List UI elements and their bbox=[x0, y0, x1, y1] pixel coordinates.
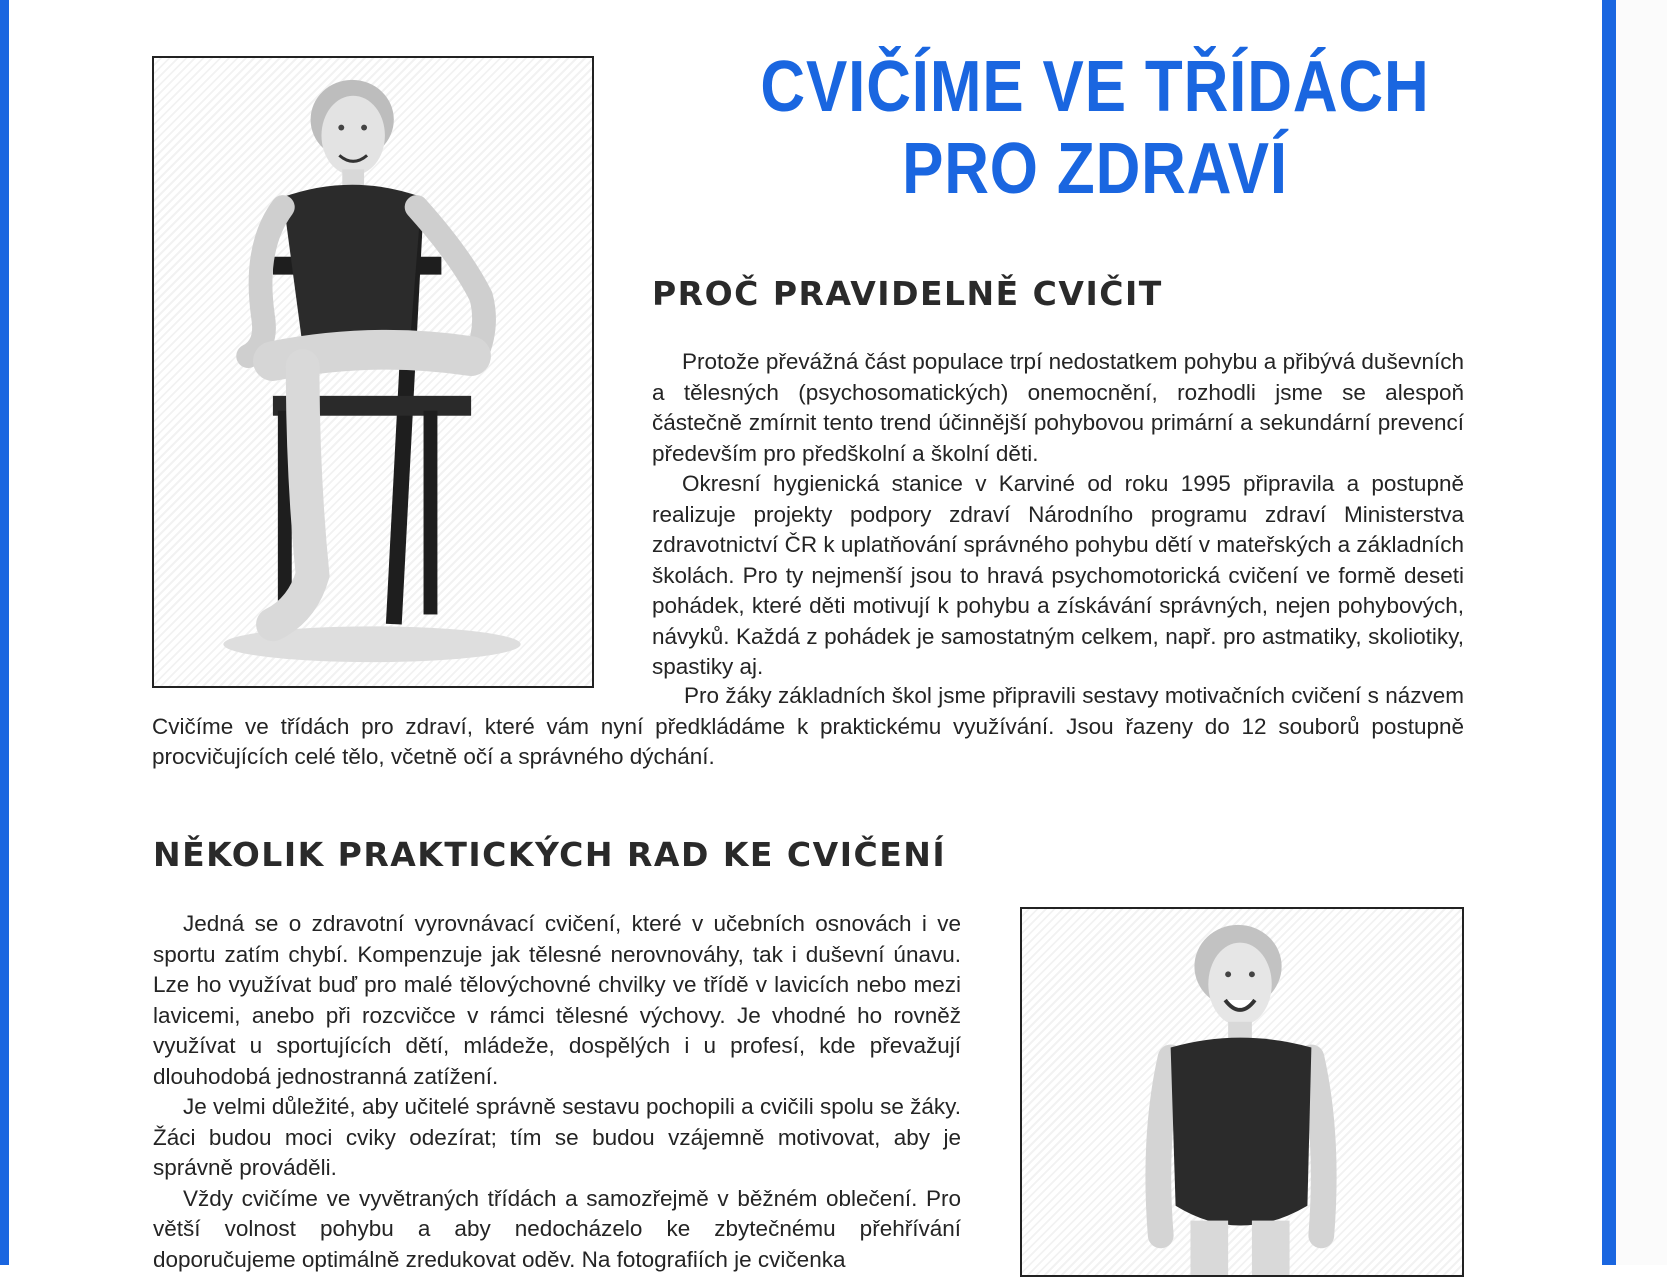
paragraph: Jedná se o zdravotní vyrovnávací cvičení, které v učebních osnovách i ve sportu zatím chybí. Kompenzuje jak tělesné nerovnováhy, tak i duševní únavu. Lze ho využívat buď pro malé tělovýchovné chvilky ve třídě v lavicích nebo mezi lavicemi, anebo při rozcvičce v rámci tělesné výchovy. Je vhodné ho rovněž využívat u sportujících dětí, mládeže, dospělých i u profesí, kde převažují dlouhodobá jednostranná zatížení. bbox=[153, 911, 961, 1089]
paragraph: Je velmi důležité, aby učitelé správně sestavu pochopili a cvičili spolu se žáky. Žáci budou moci cviky odezírat; tím se budou vzájemně motivovat, aby je správně prováděli. bbox=[153, 1094, 961, 1180]
paragraph: Pro žáky základních škol jsme připravili sestavy motivačních cvičení s názvem Cvičíme ve třídách pro zdraví, které vám nyní předkládáme k praktickému využívání. Jsou řazeny do 12 souborů postupně procvičujících celé tělo, včetně očí a správného dýchání. bbox=[152, 683, 1464, 769]
blue-frame-right bbox=[1602, 0, 1616, 1265]
paragraph: Vždy cvičíme ve vyvětraných třídách a samozřejmě v běžném oblečení. Pro větší volnost pohybu a aby nedocházelo ke zbytečnému přehřívání doporučujeme optimálně zredukovat oděv. Na fotografiích je cvičenka bbox=[153, 1185, 961, 1272]
poster-title bbox=[695, 46, 1495, 210]
title-line-2: PRO ZDRAVÍ bbox=[902, 129, 1288, 209]
section-heading-why-exercise: PROČ PRAVIDELNĚ CVIČIT bbox=[652, 274, 1163, 313]
section-heading-practical-tips: NĚKOLIK PRAKTICKÝCH RAD KE CVIČENÍ bbox=[153, 835, 947, 874]
blue-frame-left bbox=[0, 0, 9, 1265]
photo-girl-standing bbox=[1020, 907, 1464, 1277]
paragraph: Protože převážná část populace trpí nedostatkem pohybu a přibývá duševních a tělesných (psychosomatických) onemocnění, rozhodli jsme se alespoň částečně zmírnit tento trend účinnější pohybovou primární a sekundární prevencí především pro předškolní a školní děti. bbox=[652, 349, 1464, 466]
section1-text bbox=[652, 347, 1464, 683]
section2-text bbox=[153, 909, 961, 1275]
page-margin-right bbox=[1616, 0, 1667, 1265]
photo-girl-sitting-on-chair bbox=[152, 56, 594, 688]
title-line-1: CVIČÍME VE TŘÍDÁCH bbox=[760, 47, 1430, 127]
paragraph: Okresní hygienická stanice v Karviné od roku 1995 připravila a postupně realizuje projekty podpory zdraví Národního programu zdraví Ministerstva zdravotnictví ČR k uplatňování správného pohybu dětí v mateřských a základních školách. Pro ty nejmenší jsou to hravá psychomotorická cvičení ve formě deseti pohádek, které děti motivují k pohybu a získávání správných, nejen pohybových, návyků. Každá z pohádek je samostatným celkem, např. pro astmatiky, skoliotiky, spastiky aj. bbox=[652, 471, 1464, 679]
section1-text-full-width bbox=[152, 681, 1464, 773]
